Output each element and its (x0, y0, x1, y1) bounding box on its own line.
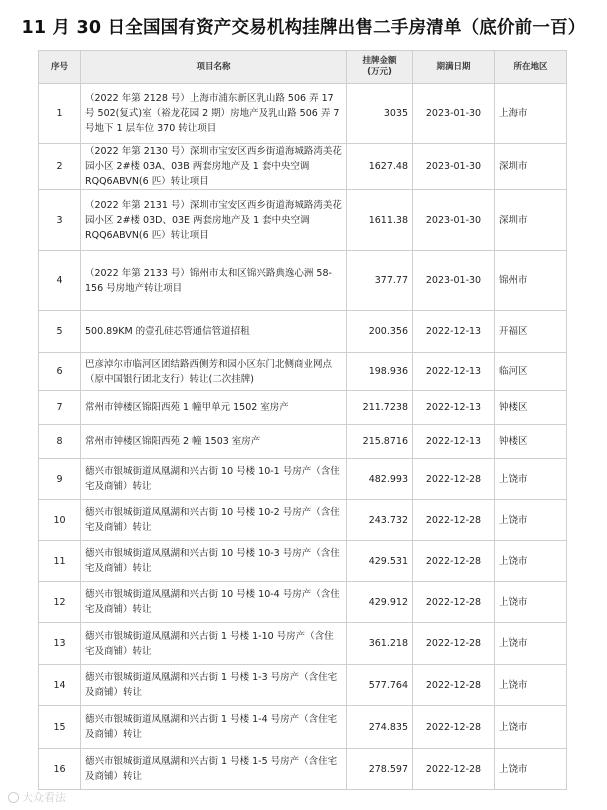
row-price: 429.531 (347, 541, 413, 582)
table-row (39, 190, 567, 251)
row-date: 2022-12-13 (413, 425, 495, 459)
table-row (39, 665, 567, 706)
header-date: 期满日期 (413, 51, 495, 84)
row-no: 11 (39, 541, 81, 582)
row-date: 2023-01-30 (413, 84, 495, 144)
row-region: 深圳市 (495, 190, 567, 251)
table-row (39, 706, 567, 749)
row-no: 13 (39, 623, 81, 665)
row-name: 500.89KM 的壹孔硅芯管通信管道招租 (81, 311, 347, 353)
listing-table (38, 50, 567, 790)
header-price-line2: (万元) (367, 67, 392, 77)
row-name: 德兴市银城街道凤凰湖和兴古街 10 号楼 10-3 号房产（含住宅及商铺）转让 (81, 541, 347, 582)
row-no: 3 (39, 190, 81, 251)
row-date: 2022-12-13 (413, 311, 495, 353)
header-name: 项目名称 (81, 51, 347, 84)
row-name: 常州市钟楼区锦阳西苑 2 幢 1503 室房产 (81, 425, 347, 459)
row-name: 常州市钟楼区锦阳西苑 1 幢甲单元 1502 室房产 (81, 391, 347, 425)
row-price: 3035 (347, 84, 413, 144)
row-name: 德兴市银城街道凤凰湖和兴古街 1 号楼 1-5 号房产（含住宅及商铺）转让 (81, 749, 347, 790)
header-region: 所在地区 (495, 51, 567, 84)
row-name: （2022 年第 2130 号）深圳市宝安区西乡街道海城路湾美花园小区 2#楼 03A、03B 两套房地产及 1 套中央空调 RQQ6ABVN(6 匹）转让项目 (81, 144, 347, 190)
watermark (8, 789, 66, 805)
row-region: 上饶市 (495, 500, 567, 541)
table-row (39, 144, 567, 190)
row-region: 钟楼区 (495, 391, 567, 425)
row-price: 243.732 (347, 500, 413, 541)
table-row (39, 353, 567, 391)
row-date: 2022-12-28 (413, 706, 495, 749)
page-title: 11 月 30 日全国国有资产交易机构挂牌出售二手房清单（底价前一百） (21, 18, 586, 38)
row-date: 2023-01-30 (413, 144, 495, 190)
row-no: 8 (39, 425, 81, 459)
row-name: （2022 年第 2133 号）锦州市太和区锦兴路典逸心洲 58-156 号房地产转让项目 (81, 251, 347, 311)
watermark-logo-icon (8, 792, 19, 803)
table-row (39, 311, 567, 353)
row-name: 德兴市银城街道凤凰湖和兴古街 1 号楼 1-4 号房产（含住宅及商铺）转让 (81, 706, 347, 749)
table-row (39, 582, 567, 623)
row-price: 482.993 (347, 459, 413, 500)
row-date: 2022-12-28 (413, 665, 495, 706)
table-row (39, 623, 567, 665)
row-no: 14 (39, 665, 81, 706)
row-name: （2022 年第 2128 号）上海市浦东新区乳山路 506 弄 17 号 502(复式)室（裕龙花园 2 期）房地产及乳山路 506 弄 7 号地下 1 层车位 370 转让项目 (81, 84, 347, 144)
table-row (39, 459, 567, 500)
row-date: 2022-12-13 (413, 353, 495, 391)
row-no: 12 (39, 582, 81, 623)
row-region: 临河区 (495, 353, 567, 391)
row-no: 6 (39, 353, 81, 391)
row-price: 200.356 (347, 311, 413, 353)
table-header-row (39, 51, 567, 84)
row-region: 上饶市 (495, 541, 567, 582)
row-price: 211.7238 (347, 391, 413, 425)
row-price: 377.77 (347, 251, 413, 311)
row-price: 274.835 (347, 706, 413, 749)
row-no: 15 (39, 706, 81, 749)
table-row (39, 425, 567, 459)
row-date: 2022-12-28 (413, 749, 495, 790)
row-region: 锦州市 (495, 251, 567, 311)
row-name: 德兴市银城街道凤凰湖和兴古街 10 号楼 10-4 号房产（含住宅及商铺）转让 (81, 582, 347, 623)
row-name: （2022 年第 2131 号）深圳市宝安区西乡街道海城路湾美花园小区 2#楼 03D、03E 两套房地产及 1 套中央空调 RQQ6ABVN(6 匹）转让项目 (81, 190, 347, 251)
table-row (39, 391, 567, 425)
header-no: 序号 (39, 51, 81, 84)
row-no: 7 (39, 391, 81, 425)
row-name: 德兴市银城街道凤凰湖和兴古街 1 号楼 1-3 号房产（含住宅及商铺）转让 (81, 665, 347, 706)
row-name: 德兴市银城街道凤凰湖和兴古街 10 号楼 10-1 号房产（含住宅及商铺）转让 (81, 459, 347, 500)
row-date: 2022-12-28 (413, 623, 495, 665)
row-region: 上饶市 (495, 749, 567, 790)
row-no: 10 (39, 500, 81, 541)
row-no: 5 (39, 311, 81, 353)
row-date: 2022-12-28 (413, 459, 495, 500)
header-price-line1: 挂牌金额 (362, 56, 397, 66)
row-region: 上饶市 (495, 582, 567, 623)
row-name: 德兴市银城街道凤凰湖和兴古街 1 号楼 1-10 号房产（含住宅及商铺）转让 (81, 623, 347, 665)
row-no: 16 (39, 749, 81, 790)
row-price: 198.936 (347, 353, 413, 391)
row-region: 深圳市 (495, 144, 567, 190)
row-date: 2023-01-30 (413, 251, 495, 311)
row-price: 429.912 (347, 582, 413, 623)
row-date: 2022-12-28 (413, 500, 495, 541)
row-price: 215.8716 (347, 425, 413, 459)
row-region: 上饶市 (495, 459, 567, 500)
table-row (39, 749, 567, 790)
watermark-text: 大众看法 (22, 791, 66, 804)
row-date: 2022-12-28 (413, 541, 495, 582)
row-date: 2022-12-13 (413, 391, 495, 425)
row-price: 278.597 (347, 749, 413, 790)
row-no: 1 (39, 84, 81, 144)
row-region: 上饶市 (495, 623, 567, 665)
row-region: 钟楼区 (495, 425, 567, 459)
table-row (39, 500, 567, 541)
row-name: 德兴市银城街道凤凰湖和兴古街 10 号楼 10-2 号房产（含住宅及商铺）转让 (81, 500, 347, 541)
row-region: 上饶市 (495, 665, 567, 706)
row-price: 1627.48 (347, 144, 413, 190)
row-price: 577.764 (347, 665, 413, 706)
row-no: 4 (39, 251, 81, 311)
header-price (347, 51, 413, 84)
table-row (39, 84, 567, 144)
table-row (39, 541, 567, 582)
row-price: 1611.38 (347, 190, 413, 251)
row-date: 2022-12-28 (413, 582, 495, 623)
row-region: 开福区 (495, 311, 567, 353)
row-region: 上饶市 (495, 706, 567, 749)
row-date: 2023-01-30 (413, 190, 495, 251)
table-row (39, 251, 567, 311)
row-region: 上海市 (495, 84, 567, 144)
row-no: 2 (39, 144, 81, 190)
row-no: 9 (39, 459, 81, 500)
row-price: 361.218 (347, 623, 413, 665)
row-name: 巴彦淖尔市临河区团结路西侧芳和园小区东门北侧商业网点（原中国银行团北支行）转让(二次挂牌) (81, 353, 347, 391)
